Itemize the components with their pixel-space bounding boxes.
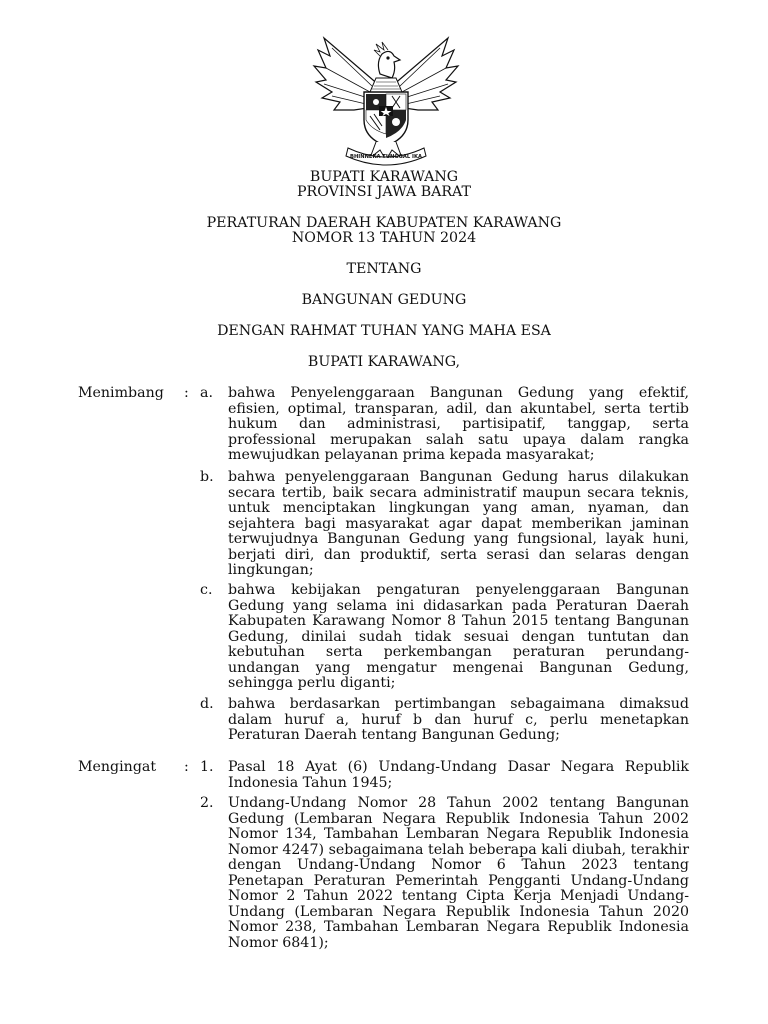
svg-text:BHINNEKA TUNGGAL IKA: BHINNEKA TUNGGAL IKA <box>350 154 422 160</box>
mengingat-item-1 <box>200 760 689 791</box>
regulation-title: PERATURAN DAERAH KABUPATEN KARAWANG <box>206 215 562 231</box>
about-heading: TENTANG <box>346 261 422 277</box>
official-line: BUPATI KARAWANG, <box>307 354 461 370</box>
menimbang-item-c <box>200 583 689 692</box>
item-text: bahwa penyelenggaraan Bangunan Gedung harus dilakukan secara tertib, baik secara administratif maupun secara teknis, untuk menciptakan lingkungan yang aman, nyaman, dan sejahtera bagi masyarakat agar dapat memberikan jaminan terwujudnya Bangunan Gedung yang fungsional, layak huni, berjati diri, dan produktif, serta serasi dan selaras dengan lingkungan; <box>228 469 689 578</box>
item-marker: d. <box>200 696 214 712</box>
mengingat-colon: : <box>184 759 189 775</box>
issuer-title: BUPATI KARAWANG <box>309 169 459 185</box>
regulation-number: NOMOR 13 TAHUN 2024 <box>291 230 477 246</box>
menimbang-item-a <box>200 386 689 464</box>
regulation-subject: BANGUNAN GEDUNG <box>301 292 467 308</box>
menimbang-label: Menimbang <box>78 385 164 401</box>
menimbang-item-b <box>200 470 689 579</box>
item-marker: c. <box>200 582 213 598</box>
item-text: Pasal 18 Ayat (6) Undang-Undang Dasar Negara Republik Indonesia Tahun 1945; <box>228 759 689 791</box>
menimbang-colon: : <box>184 385 189 401</box>
item-marker: b. <box>200 469 214 485</box>
item-marker: 2. <box>200 795 214 811</box>
invocation-line: DENGAN RAHMAT TUHAN YANG MAHA ESA <box>217 323 551 339</box>
mengingat-item-2 <box>200 796 689 951</box>
item-text: bahwa Penyelenggaraan Bangunan Gedung yang efektif, efisien, optimal, transparan, adil, dan akuntabel, serta tertib hukum dan administrasi, partisipatif, tanggap, serta professional merupakan salah satu upaya dalam rangka mewujudkan pelayanan prima kepada masyarakat; <box>228 385 689 463</box>
garuda-pancasila-emblem-icon <box>310 34 462 170</box>
item-marker: a. <box>200 385 213 401</box>
item-text: bahwa kebijakan pengaturan penyelenggaraan Bangunan Gedung yang selama ini didasarkan pada Peraturan Daerah Kabupaten Karawang Nomor 8 Tahun 2015 tentang Bangunan Gedung, dinilai sudah tidak sesuai dengan tuntutan dan kebutuhan serta perkembangan peraturan perundang-undangan yang mengatur mengenai Bangunan Gedung, sehingga perlu diganti; <box>228 582 689 691</box>
menimbang-item-d <box>200 697 689 744</box>
issuer-province: PROVINSI JAWA BARAT <box>297 184 471 200</box>
item-text: Undang-Undang Nomor 28 Tahun 2002 tentang Bangunan Gedung (Lembaran Negara Republik Indonesia Tahun 2002 Nomor 134, Tambahan Lembaran Negara Republik Indonesia Nomor 4247) sebagaimana telah beberapa kali diubah, terakhir dengan Undang-Undang Nomor 6 Tahun 2023 tentang Penetapan Peraturan Pemerintah Pengganti Undang-Undang Nomor 2 Tahun 2022 tentang Cipta Kerja Menjadi Undang-Undang (Lembaran Negara Republik Indonesia Tahun 2020 Nomor 238, Tambahan Lembaran Negara Republik Indonesia Nomor 6841); <box>228 795 689 951</box>
mengingat-label: Mengingat <box>78 759 157 775</box>
item-marker: 1. <box>200 759 214 775</box>
item-text: bahwa berdasarkan pertimbangan sebagaimana dimaksud dalam huruf a, huruf b dan huruf c, perlu menetapkan Peraturan Daerah tentang Bangunan Gedung; <box>228 696 689 743</box>
